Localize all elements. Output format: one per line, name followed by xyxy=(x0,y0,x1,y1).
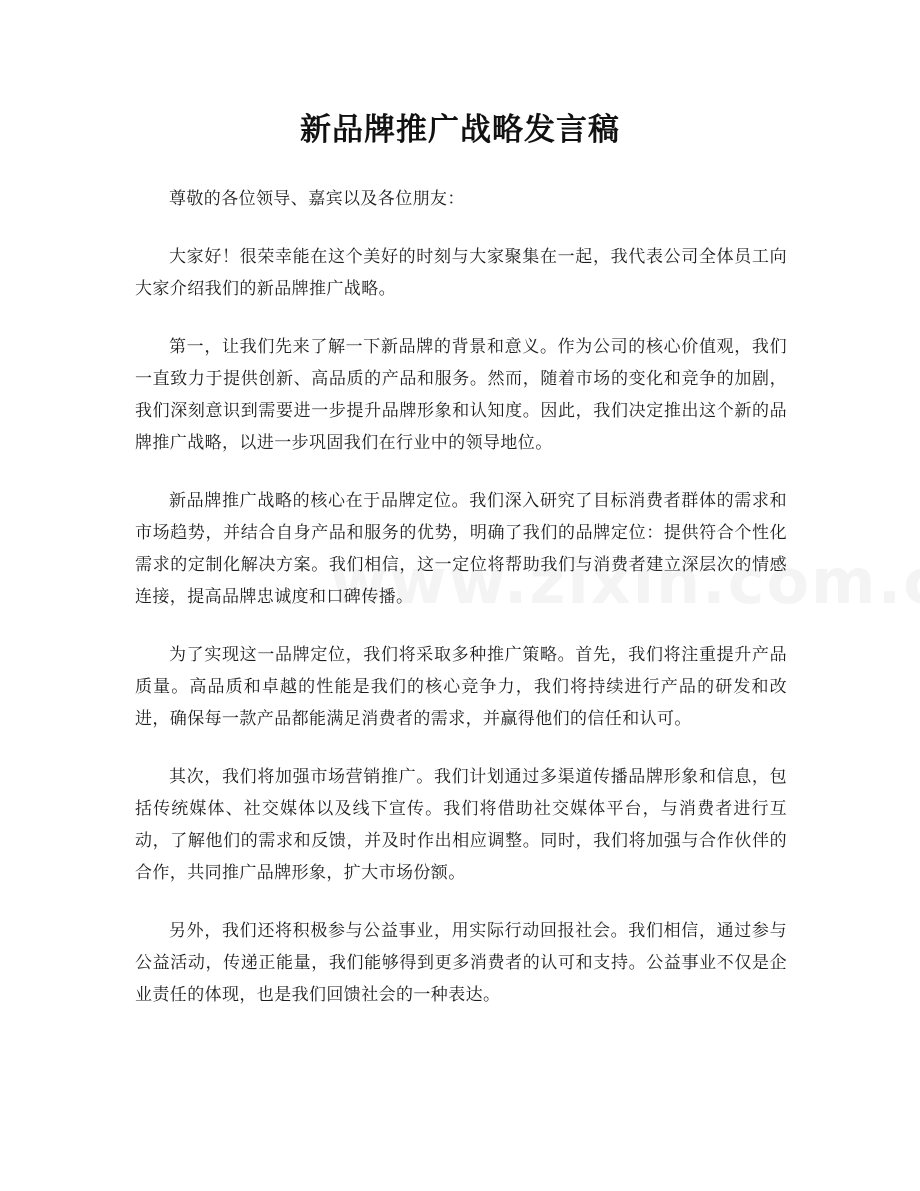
paragraph-product-quality: 为了实现这一品牌定位，我们将采取多种推广策略。首先，我们将注重提升产品质量。高品质和卓越的性能是我们的核心竞争力，我们将持续进行产品的研发和改进，确保每一款产品都能满足消费者的需求，并赢得他们的信任和认可。 xyxy=(135,645,787,729)
paragraph-positioning: 新品牌推广战略的核心在于品牌定位。我们深入研究了目标消费者群体的需求和市场趋势，并结合自身产品和服务的优势，明确了我们的品牌定位：提供符合个性化需求的定制化解决方案。我们相信，这一定位将帮助我们与消费者建立深层次的情感连接，提高品牌忠诚度和口碑传播。 xyxy=(135,491,787,607)
paragraph-public-welfare: 另外，我们还将积极参与公益事业，用实际行动回报社会。我们相信，通过参与公益活动，传递正能量，我们能够得到更多消费者的认可和支持。公益事业不仅是企业责任的体现，也是我们回馈社会的一种表达。 xyxy=(135,921,787,1005)
paragraph-marketing: 其次，我们将加强市场营销推广。我们计划通过多渠道传播品牌形象和信息，包括传统媒体、社交媒体以及线下宣传。我们将借助社交媒体平台，与消费者进行互动，了解他们的需求和反馈，并及时作出相应调整。同时，我们将加强与合作伙伴的合作，共同推广品牌形象，扩大市场份额。 xyxy=(135,767,787,883)
paragraph-salutation: 尊敬的各位领导、嘉宾以及各位朋友： xyxy=(169,189,465,209)
document-title: 新品牌推广战略发言稿 xyxy=(300,112,620,148)
paragraph-greeting: 大家好！很荣幸能在这个美好的时刻与大家聚集在一起，我代表公司全体员工向大家介绍我们的新品牌推广战略。 xyxy=(135,247,787,299)
paragraph-background: 第一，让我们先来了解一下新品牌的背景和意义。作为公司的核心价值观，我们一直致力于提供创新、高品质的产品和服务。然而，随着市场的变化和竞争的加剧，我们深刻意识到需要进一步提升品牌形象和认知度。因此，我们决定推出这个新的品牌推广战略，以进一步巩固我们在行业中的领导地位。 xyxy=(135,337,787,453)
document-body xyxy=(135,183,787,1037)
